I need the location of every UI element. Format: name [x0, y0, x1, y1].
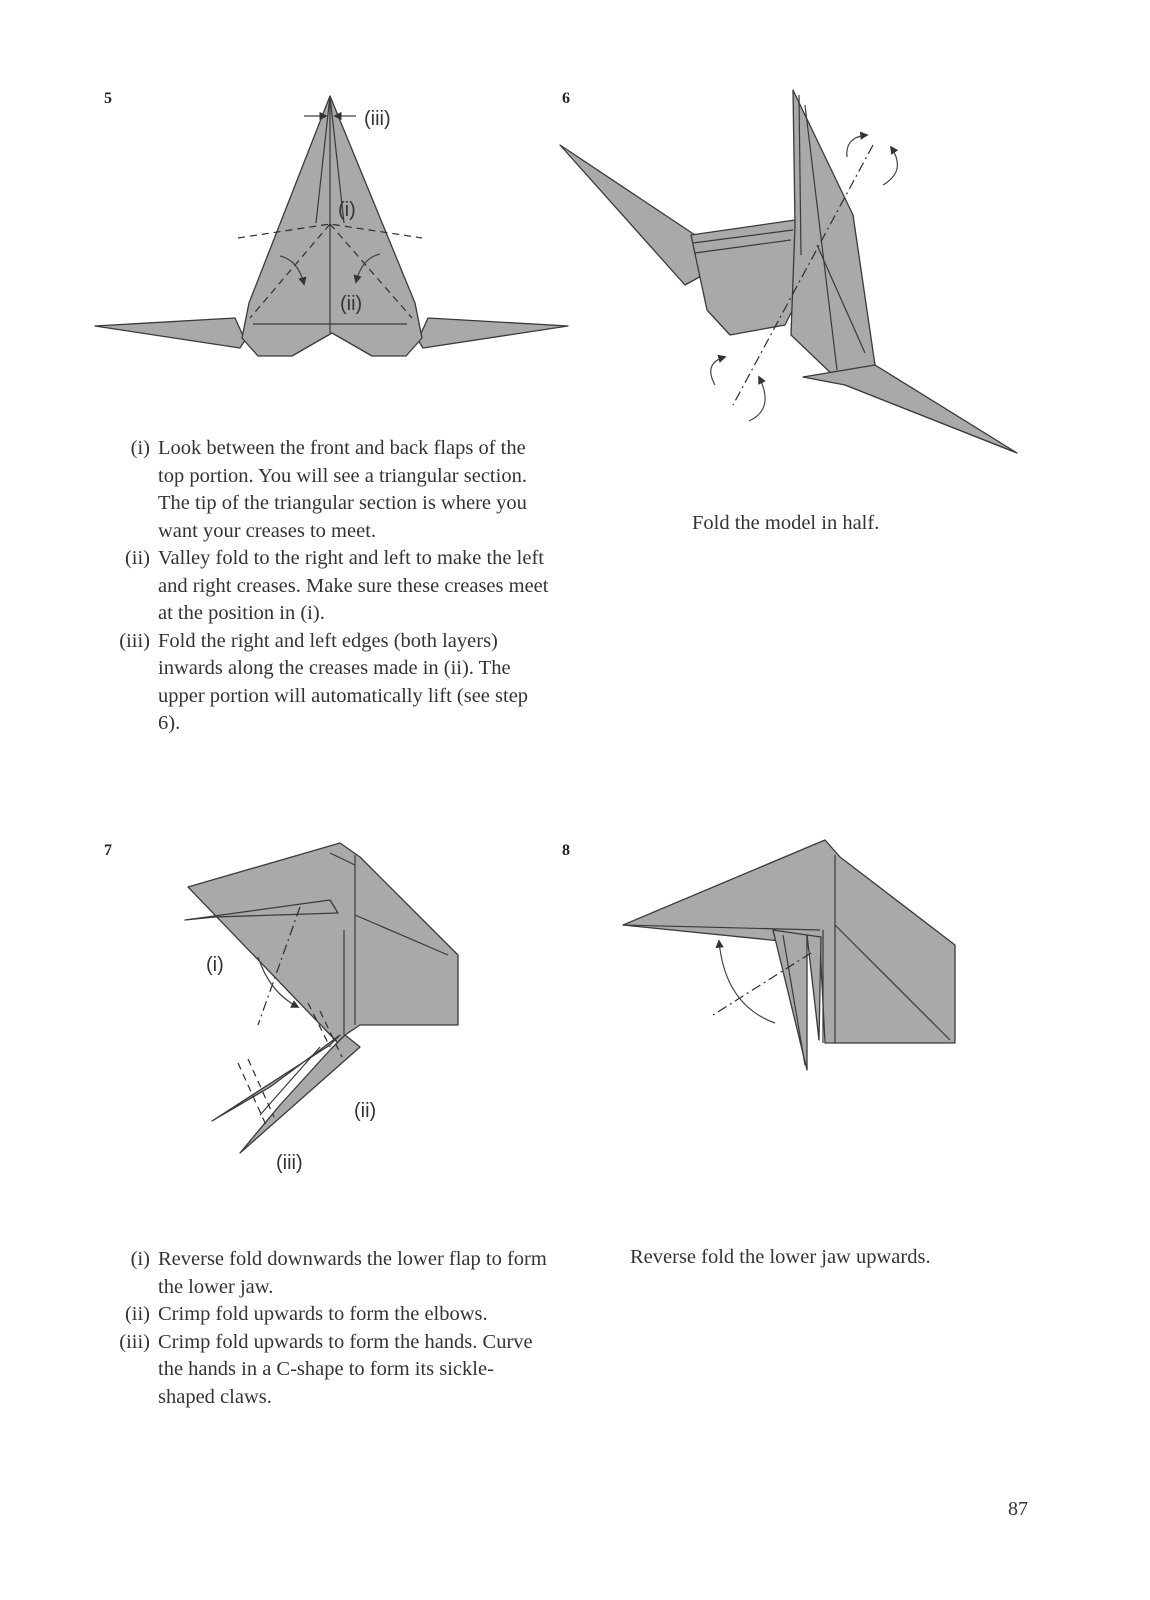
item-text: Look between the front and back flaps of the top portion. You will see a triangular section. The tip of the triangular section is where you want your creases to meet. [158, 437, 527, 542]
list-item [106, 545, 550, 628]
step-5-instructions [106, 435, 550, 738]
item-text: Crimp fold upwards to form the hands. Curve the hands in a C-shape to form its sickle-shaped claws. [158, 1330, 533, 1408]
list-item [106, 628, 550, 738]
step-5-number: 5 [104, 90, 112, 107]
step-7-label-i: (i) [206, 954, 224, 976]
item-mark: (ii) [124, 547, 150, 569]
step-6-caption: Fold the model in half. [692, 512, 880, 534]
step-5-label-ii: (ii) [340, 293, 363, 315]
step-5-label-i: (i) [338, 199, 356, 221]
list-item [106, 435, 550, 545]
item-mark: (i) [130, 1248, 150, 1270]
step-7-instructions [106, 1246, 550, 1411]
item-text: Reverse fold downwards the lower flap to form the lower jaw. [158, 1248, 547, 1298]
item-text: Crimp fold upwards to form the elbows. [158, 1303, 488, 1325]
item-text: Valley fold to the right and left to make the left and right creases. Make sure these creases meet at the position in (i). [158, 547, 549, 624]
step-7-number: 7 [104, 842, 112, 859]
step-8-diagram [615, 835, 965, 1085]
item-text: Fold the right and left edges (both layers) inwards along the creases made in (ii). The upper portion will automatically lift (see step 6). [158, 629, 529, 734]
step-8-number: 8 [562, 842, 570, 859]
list-item [106, 1301, 550, 1329]
step-6-diagram [555, 85, 1025, 465]
page-number: 87 [1008, 1498, 1028, 1520]
step-7-diagram [180, 835, 480, 1175]
step-6-number: 6 [562, 90, 570, 107]
list-item [106, 1246, 550, 1301]
item-mark: (iii) [119, 629, 150, 652]
step-7-label-iii: (iii) [276, 1152, 303, 1174]
item-mark: (i) [130, 437, 150, 459]
step-7-label-ii: (ii) [354, 1100, 377, 1122]
list-item [106, 1329, 550, 1412]
step-8-caption: Reverse fold the lower jaw upwards. [630, 1246, 931, 1268]
step-5-label-iii: (iii) [364, 108, 391, 130]
step-5-diagram [90, 88, 580, 378]
item-mark: (iii) [119, 1330, 150, 1353]
item-mark: (ii) [124, 1303, 150, 1325]
